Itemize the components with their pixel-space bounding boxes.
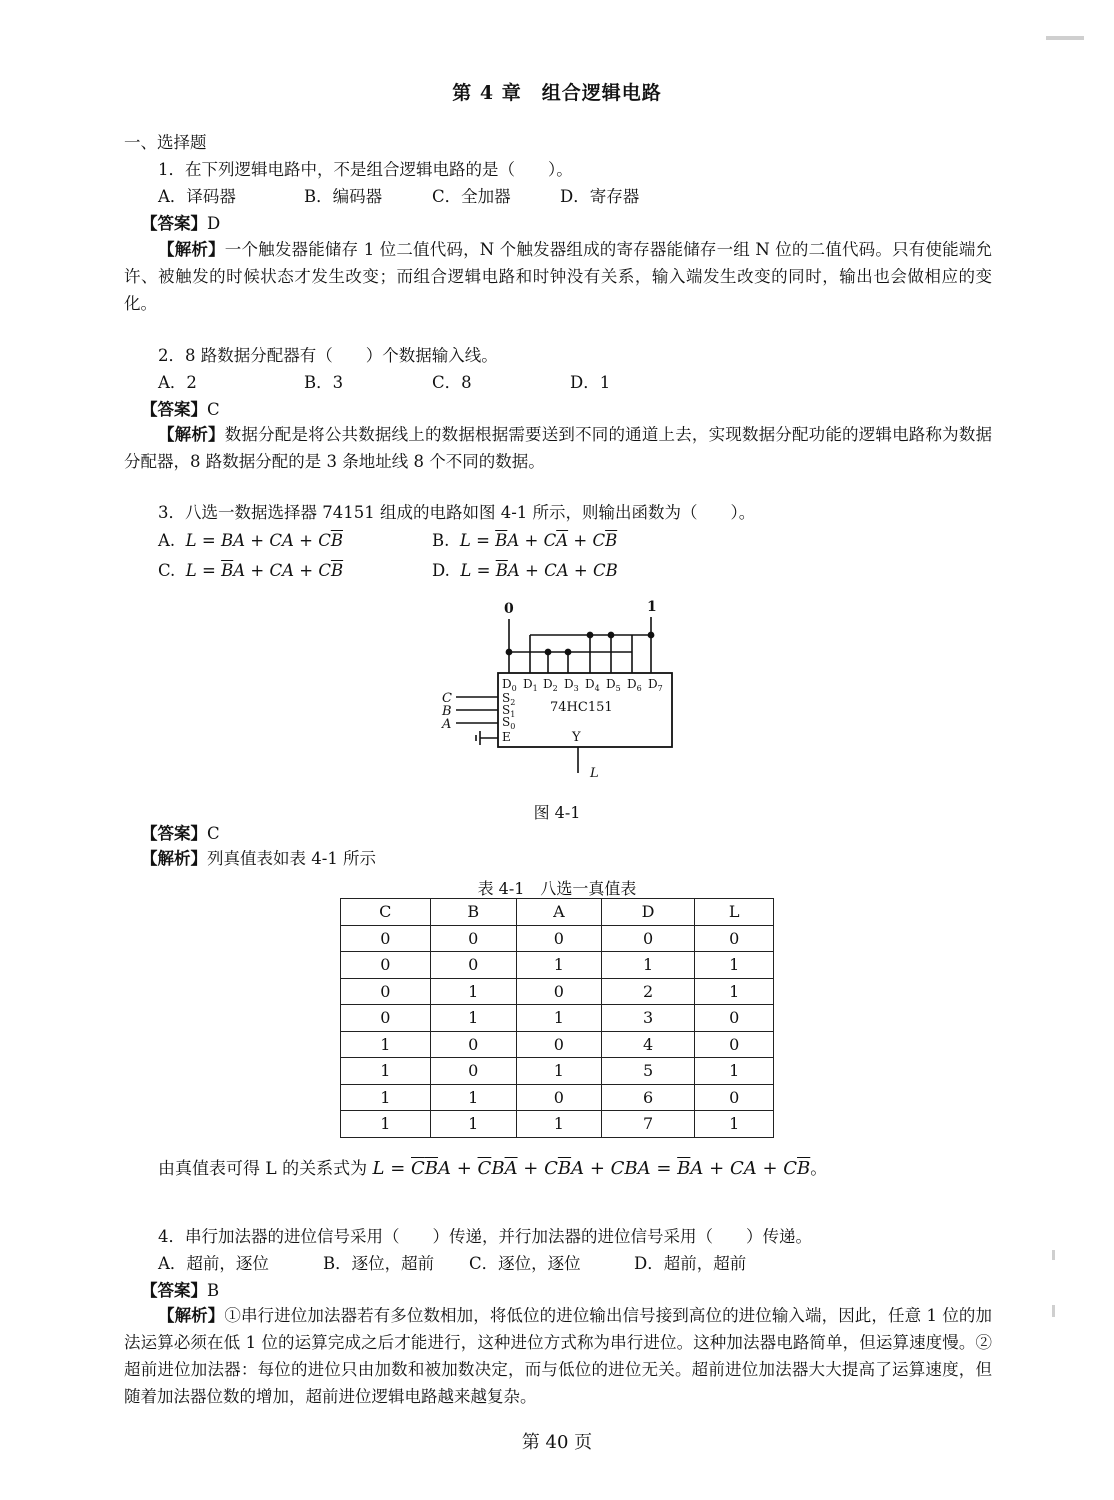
junction-dot (648, 632, 653, 637)
table-cell: 0 (430, 925, 516, 952)
col-header-b: B (430, 899, 516, 926)
table-cell: 1 (695, 1111, 774, 1138)
pin-d1: $D_1$ (523, 677, 538, 693)
q2-analysis (124, 421, 992, 475)
table-cell: 0 (695, 925, 774, 952)
table-cell: 0 (341, 952, 431, 979)
q3-analysis (141, 851, 376, 868)
question-1-stem: 1．在下列逻辑电路中，不是组合逻辑电路的是（ ）。 (158, 160, 573, 179)
pin-d5: $D_5$ (606, 677, 621, 693)
table-cell: 0 (601, 925, 695, 952)
q3-answer (141, 826, 220, 843)
equation: L = BA + CA + $C\overline{B}$ (185, 531, 343, 550)
table-row (341, 1031, 774, 1058)
logic-0-label: 0 (504, 601, 514, 617)
table-cell: 1 (341, 1111, 431, 1138)
table-cell: 0 (341, 925, 431, 952)
table-cell: 4 (601, 1031, 695, 1058)
pin-d0: $D_0$ (502, 677, 517, 693)
pin-d6: $D_6$ (627, 677, 642, 693)
table-row (341, 1058, 774, 1085)
q2-option-c: C．8 (432, 373, 472, 392)
answer-label: 【答案】 (141, 400, 207, 419)
table-cell: 1 (430, 1005, 516, 1032)
table-row (341, 925, 774, 952)
conclusion-prefix: 由真值表可得 L 的关系式为 (158, 1159, 368, 1179)
table-row (341, 978, 774, 1005)
table-caption: 表 4-1 八选一真值表 (477, 879, 637, 898)
option-letter: B. (432, 531, 450, 550)
input-a-label: A (442, 717, 452, 732)
table-cell: 0 (430, 1058, 516, 1085)
q1-answer (141, 216, 220, 233)
analysis-text: 一个触发器能储存 1 位二值代码，N 个触发器组成的寄存器能储存一组 N 位的二值代码。只有使能端允许、被触发的时候状态才发生改变；而组合逻辑电路和时钟没有关系，输入端发生改变的同时，输出也会做相应的变化。 (124, 240, 993, 313)
table-header-row (341, 899, 774, 926)
q4-option-d: D．超前，超前 (634, 1254, 747, 1273)
q3-option-c (158, 563, 343, 580)
q3-option-d (432, 563, 618, 580)
table-row (341, 1084, 774, 1111)
figure-4-1-circuit (420, 595, 710, 790)
q3-option-a (158, 533, 343, 550)
table-cell: 1 (341, 1084, 431, 1111)
question-4-stem: 4．串行加法器的进位信号采用（ ）传递，并行加法器的进位信号采用（ ）传递。 (158, 1227, 812, 1246)
table-cell: 1 (516, 1058, 601, 1085)
chip-label: 74HC151 (550, 700, 613, 715)
q4-answer (141, 1283, 219, 1300)
table-cell: 1 (430, 978, 516, 1005)
table-cell: 0 (516, 1031, 601, 1058)
pin-d3: $D_3$ (564, 677, 579, 693)
pin-d4: $D_4$ (585, 677, 600, 693)
table-cell: 7 (601, 1111, 695, 1138)
answer-value: C (207, 400, 220, 419)
table-cell: 0 (341, 978, 431, 1005)
analysis-text: 数据分配是将公共数据线上的数据根据需要送到不同的通道上去，实现数据分配功能的逻辑电路称为数据分配器，8 路数据分配的是 3 条地址线 8 个不同的数据。 (124, 425, 993, 471)
pin-y: Y (572, 730, 581, 745)
table-cell: 0 (516, 1084, 601, 1111)
equation: $L = \overline{B}A + C\overline{A} + C\overline{B}$ (459, 531, 618, 550)
table-cell: 1 (695, 978, 774, 1005)
logic-1-label: 1 (647, 599, 657, 615)
q2-option-b: B．3 (304, 373, 344, 392)
table-cell: 5 (601, 1058, 695, 1085)
table-cell: 1 (516, 1005, 601, 1032)
q1-option-a: A．译码器 (158, 187, 236, 206)
truth-table (340, 898, 774, 1138)
table-cell: 3 (601, 1005, 695, 1032)
q4-analysis (124, 1302, 992, 1410)
q4-option-a: A．超前，逐位 (158, 1254, 269, 1273)
table-row (341, 1005, 774, 1032)
scan-mark (1052, 1305, 1055, 1317)
table-row (341, 952, 774, 979)
pin-s2: $S_2$ (502, 691, 516, 707)
col-header-a: A (516, 899, 601, 926)
q1-option-d: D．寄存器 (560, 187, 640, 206)
pin-enable: E (502, 730, 511, 744)
table-cell: 0 (516, 978, 601, 1005)
section-title: 一、选择题 (124, 133, 207, 152)
table-cell: 0 (695, 1005, 774, 1032)
pin-d7: $D_7$ (648, 677, 663, 693)
q2-option-d: D．1 (570, 373, 611, 392)
input-c-label: C (442, 691, 452, 706)
scan-mark (1046, 36, 1084, 40)
pin-d2: $D_2$ (543, 677, 558, 693)
table-cell: 0 (430, 1031, 516, 1058)
equation: $L = \overline{B}A$ + CA + CB (460, 561, 618, 580)
option-letter: C. (158, 561, 176, 580)
table-cell: 1 (516, 1111, 601, 1138)
junction-dot (506, 649, 511, 654)
analysis-label: 【解析】 (158, 1306, 225, 1325)
q4-option-b: B．逐位，超前 (323, 1254, 435, 1273)
page-number: 第 40 页 (521, 1432, 593, 1453)
analysis-label: 【解析】 (158, 240, 225, 259)
scan-mark (1052, 1250, 1055, 1260)
q3-conclusion: 由真值表可得 L 的关系式为 $L = \overline{C}\overline{B}A + \overline{C}B\overline{A} + C\overline{B}A$ + CBA = $\overline{B}A$ + CA + $C\overline{B}$。 (158, 1158, 828, 1179)
table-cell: 1 (430, 1111, 516, 1138)
table-cell: 1 (601, 952, 695, 979)
table-cell: 0 (341, 1005, 431, 1032)
table-row (341, 1111, 774, 1138)
table-cell: 0 (695, 1031, 774, 1058)
analysis-text: ①串行进位加法器若有多位数相加，将低位的进位输出信号接到高位的进位输入端，因此，任意 1 位的加法运算必须在低 1 位的运算完成之后才能进行，这种进位方式称为串行进位。这种加法器电路简单，但运算速度慢。②超前进位加法器：每位的进位只由加数和被加数决定，而与低位的进位无关。超前进位加法器大大提高了运算速度，但随着加法器位数的增加，超前进位逻辑电路越来越复杂。 (124, 1306, 993, 1406)
answer-value: C (207, 824, 220, 843)
question-3-stem: 3．八选一数据选择器 74151 组成的电路如图 4-1 所示，则输出函数为（ ）。 (158, 503, 756, 522)
junction-dot (587, 632, 592, 637)
table-cell: 1 (695, 1058, 774, 1085)
table-cell: 0 (430, 952, 516, 979)
answer-value: D (207, 214, 221, 233)
figure-caption: 图 4-1 (533, 803, 581, 822)
answer-label: 【答案】 (141, 824, 207, 843)
q1-option-b: B．编码器 (304, 187, 383, 206)
table-cell: 1 (341, 1058, 431, 1085)
q1-analysis (124, 236, 992, 317)
table-cell: 1 (695, 952, 774, 979)
analysis-label: 【解析】 (141, 849, 207, 868)
output-l-label: L (590, 766, 599, 781)
q4-option-c: C．逐位，逐位 (469, 1254, 581, 1273)
answer-value: B (207, 1281, 220, 1300)
q2-option-a: A．2 (158, 373, 197, 392)
col-header-c: C (341, 899, 431, 926)
d-pin-labels (502, 677, 663, 693)
answer-label: 【答案】 (141, 214, 207, 233)
table-cell: 2 (601, 978, 695, 1005)
q1-option-c: C．全加器 (432, 187, 511, 206)
question-2-stem: 2．8 路数据分配器有（ ）个数据输入线。 (158, 346, 498, 365)
input-b-label: B (442, 704, 452, 719)
table-cell: 0 (695, 1084, 774, 1111)
table-cell: 1 (516, 952, 601, 979)
pin-s0: $S_0$ (502, 715, 516, 731)
option-letter: D. (432, 561, 450, 580)
table-cell: 0 (516, 925, 601, 952)
table-cell: 6 (601, 1084, 695, 1111)
equation: $L = \overline{B}A$ + CA + $C\overline{B}$ (185, 561, 344, 580)
junction-dot (545, 649, 550, 654)
table-cell: 1 (430, 1084, 516, 1111)
option-letter: A. (158, 531, 176, 550)
pin-s1: $S_1$ (502, 703, 516, 719)
answer-label: 【答案】 (141, 1281, 207, 1300)
conclusion-equation: $L = \overline{C}\overline{B}A + \overline{C}B\overline{A} + C\overline{B}A$ + CBA = $\overline{B}A$ + CA + $C\overline{B}$ (372, 1158, 811, 1179)
col-header-l: L (695, 899, 774, 926)
col-header-d: D (601, 899, 695, 926)
q3-option-b (432, 533, 617, 550)
junction-dot (608, 632, 613, 637)
analysis-label: 【解析】 (158, 425, 225, 444)
junction-dot (565, 649, 570, 654)
q2-answer (141, 402, 220, 419)
analysis-text: 列真值表如表 4-1 所示 (207, 849, 377, 868)
chapter-title: 第 4 章 组合逻辑电路 (452, 82, 662, 104)
table-cell: 1 (341, 1031, 431, 1058)
